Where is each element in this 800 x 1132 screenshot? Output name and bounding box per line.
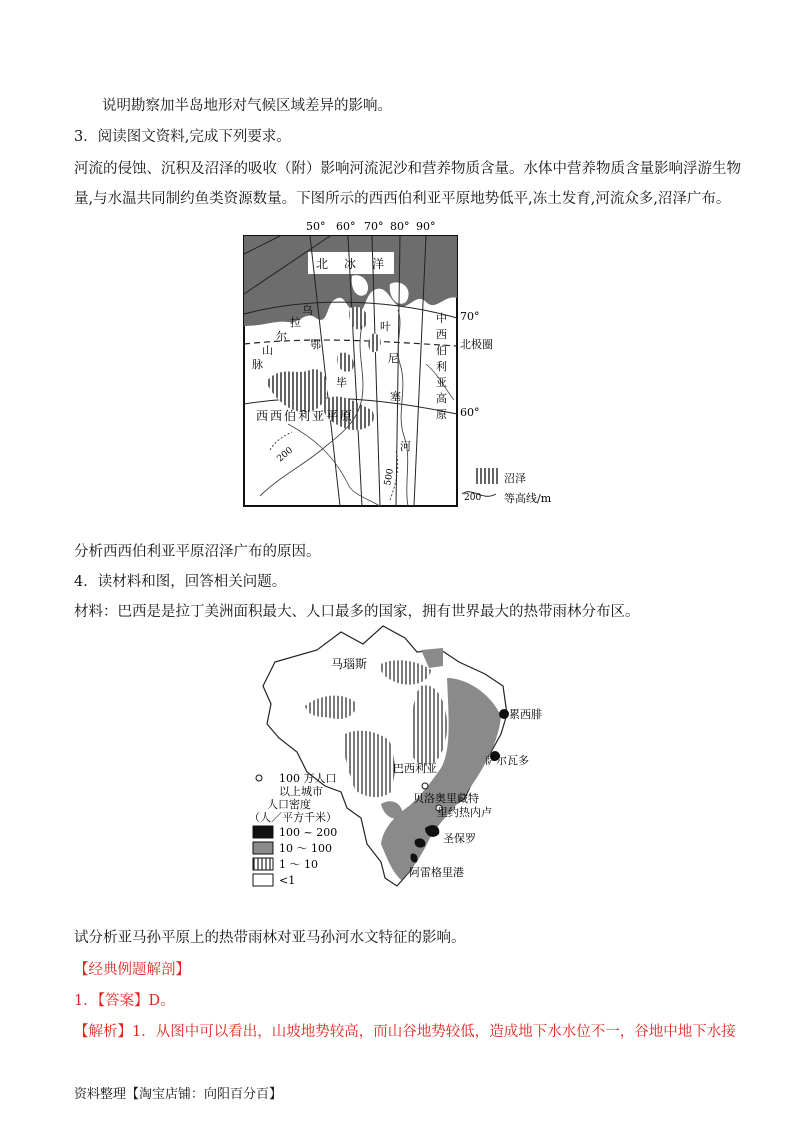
ural-label: 尔: [276, 330, 287, 343]
question-4-title: 4．读材料和图，回答相关问题。: [74, 574, 287, 590]
question-3-prompt: 分析西西伯利亚平原沼泽广布的原因。: [74, 544, 321, 560]
plateau-label: 伯: [436, 344, 447, 357]
ural-label: 乌: [302, 304, 313, 317]
city-label: 贝洛奥里藏特: [413, 792, 479, 805]
contour-label: 500: [383, 467, 396, 487]
legend-swamp-label: 沼泽: [504, 472, 526, 485]
plateau-label: 高: [436, 392, 447, 405]
ob-river-label: 毕: [336, 376, 347, 389]
brazil-population-map: [245, 622, 565, 898]
plateau-label: 亚: [436, 376, 447, 389]
question-4-material: 材料：巴西是是拉丁美洲面积最大、人口最多的国家，拥有世界最大的热带雨林分布区。: [74, 604, 640, 620]
footer-source: 资料整理【淘宝店铺：向阳百分百】: [74, 1087, 283, 1102]
legend-swamp-swatch: [476, 468, 498, 484]
legend-item: 10 ～ 100: [279, 842, 332, 855]
legend-title: 人口密度: [267, 798, 311, 811]
city-label: 累西腓: [509, 708, 542, 721]
plateau-label: 中: [436, 312, 447, 325]
legend-item: 1 ～ 10: [279, 858, 318, 871]
kamchatka-question: 说明勘察加半岛地形对气候区域差异的影响。: [102, 98, 392, 114]
legend-item: 100 ~ 200: [279, 826, 338, 839]
city-label: 萨尔瓦多: [485, 754, 529, 767]
west-siberia-map: [240, 214, 570, 512]
plateau-label: 西: [436, 328, 447, 341]
question-3-text-line-1: 河流的侵蚀、沉积及沼泽的吸收（附）影响河流泥沙和营养物质含量。水体中营养物质含量影响浮游生物: [74, 161, 741, 177]
legend-unit: （人／平方千米）: [249, 811, 337, 824]
manaus-label: 马瑙斯: [331, 657, 368, 671]
yenisei-river-label: 尼: [388, 352, 399, 365]
legend-swatch: [253, 842, 273, 854]
plateau-label: 原: [436, 408, 447, 421]
legend-contour-label: 等高线/m: [504, 492, 552, 505]
legend-swatch: [253, 858, 273, 870]
yenisei-river-label: 叶: [380, 320, 391, 333]
city-label: 圣保罗: [443, 832, 476, 845]
legend-swatch: [253, 874, 273, 886]
lat-label: 70°: [460, 310, 480, 323]
legend-swatch: [253, 826, 273, 838]
contour-label: 200: [275, 445, 296, 465]
ural-label: 拉: [290, 316, 301, 329]
lon-label: 80°: [390, 220, 410, 233]
section-heading: 【经典例题解剖】: [74, 962, 190, 978]
ocean-label: 北: [316, 257, 329, 271]
lon-label: 70°: [364, 220, 384, 233]
legend-city-line-1: 100 万人口: [279, 772, 337, 785]
ob-river-label: 鄂: [310, 338, 321, 351]
legend-contour-value: 200: [464, 493, 482, 503]
yenisei-river-label: 河: [400, 440, 411, 453]
west-siberian-plain-label: 西西伯利亚平原: [256, 409, 355, 423]
lon-label: 90°: [416, 220, 436, 233]
answer-line: 1．【答案】D。: [74, 993, 175, 1009]
ocean-label: 洋: [372, 257, 385, 271]
legend-item: <1: [279, 874, 296, 887]
city-label: 里约热内卢: [437, 806, 492, 819]
city-label: 阿雷格里港: [409, 866, 464, 879]
ocean-label: 冰: [344, 257, 357, 271]
lon-label: 50°: [306, 220, 326, 233]
city-marker-icon: [256, 775, 262, 781]
ural-label: 山: [262, 344, 273, 357]
city-label: 巴西利亚: [393, 762, 437, 775]
ural-label: 脉: [252, 358, 263, 371]
yenisei-river-label: 塞: [390, 390, 401, 403]
analysis-line: 【解析】1．从图中可以看出，山坡地势较高，而山谷地势较低，造成地下水水位不一，谷地中地下水接: [74, 1024, 736, 1040]
lon-label: 60°: [336, 220, 356, 233]
lat-label: 60°: [460, 406, 480, 419]
question-3-title: 3．阅读图文资料,完成下列要求。: [74, 129, 291, 145]
question-3-text-line-2: 量,与水温共同制约鱼类资源数量。下图所示的西西伯利亚平原地势低平,冻土发育,河流众多,沼泽广布。: [74, 191, 731, 207]
plateau-label: 利: [436, 360, 447, 373]
arctic-circle-label: 北极圈: [460, 338, 493, 351]
legend-city-line-2: 以上城市: [279, 785, 323, 798]
question-4-prompt: 试分析亚马孙平原上的热带雨林对亚马孙河水文特征的影响。: [74, 930, 466, 946]
